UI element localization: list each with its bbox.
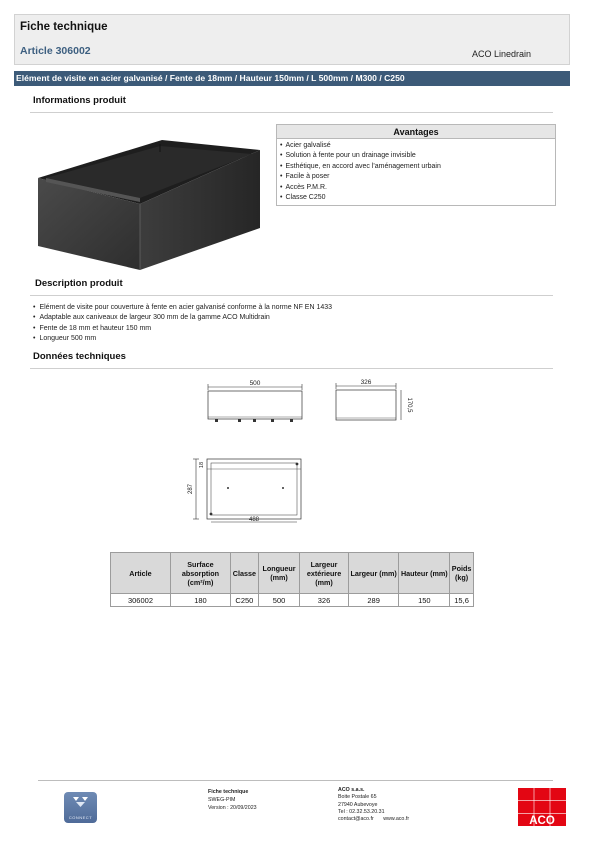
dim-end-height: 170,5 [406,397,412,413]
cell-poids: 15,6 [450,594,474,607]
cell-largeur: 289 [348,594,399,607]
col-header: Largeur extérieure (mm) [300,553,349,594]
list-item: • Facile à poser [280,172,555,182]
col-header: Longueur (mm) [258,553,299,594]
footer-company-phone: Tel : 02.32.53.20.31 [338,808,385,815]
list-item: • Elément de visite pour couverture à fente en acier galvanisé conforme à la norme NF EN 1433 [33,303,332,313]
footer-email-link[interactable]: contact@aco.fr [338,816,374,823]
list-item: • Classe C250 [280,193,555,203]
connect-logo-text: CONNECT [68,815,93,820]
footer-doc-title: Fiche technique [208,789,249,795]
table-row [111,594,474,607]
specs-table [110,552,474,607]
footer-doc-version: Version : 20/09/2023 [208,804,257,811]
side-view-drawing [200,378,310,430]
advantages-list [277,139,555,203]
section-divider [30,295,553,296]
footer-divider [38,780,553,781]
col-header: Largeur (mm) [348,553,399,594]
list-item: • Fente de 18 mm et hauteur 150 mm [33,324,332,334]
col-header: Article [111,553,171,594]
description-list [33,303,332,344]
end-view-drawing [330,378,410,430]
list-item: • Longueur 500 mm [33,334,332,344]
article-number: Article 306002 [20,45,91,57]
cell-longueur: 500 [258,594,299,607]
cell-largeur-ext: 326 [300,594,349,607]
footer-company-name: ACO s.a.s. [338,787,365,793]
cell-hauteur: 150 [399,594,450,607]
table-header-row [111,553,474,594]
footer-website-link[interactable]: www.aco.fr [383,816,410,823]
doc-title: Fiche technique [20,21,108,33]
footer-doc-info [208,789,257,812]
cell-article: 306002 [111,594,171,607]
section-divider [30,368,553,369]
advantages-box [276,124,556,206]
list-item: • Adaptable aux caniveaux de largeur 300 mm de la gamme ACO Multidrain [33,313,332,323]
dim-plan-length: 488 [248,517,260,523]
brand-name: ACO Linedrain [471,49,531,59]
section-title-info: Informations produit [33,95,126,106]
col-header: Hauteur (mm) [399,553,450,594]
col-header: Surface absorption (cm²/m) [170,553,230,594]
list-item: • Acier galvalisé [280,141,555,151]
product-subtitle-bar: Elément de visite en acier galvanisé / Fente de 18mm / Hauteur 150mm / L 500mm / M300 / C250 [14,71,570,86]
dim-end-width: 326 [360,379,372,386]
footer-doc-source: SWEG-PIM [208,796,236,803]
footer-company-contact [338,816,409,823]
product-photo [30,130,268,276]
dim-plan-width: 287 [188,483,194,495]
cell-classe: C250 [230,594,258,607]
dim-side-length: 500 [249,380,261,387]
list-item: • Esthétique, en accord avec l'aménagement urbain [280,162,555,172]
plan-view-drawing [184,452,310,527]
footer-company-address: Boite Postale 65 [338,794,377,801]
aco-logo [518,788,566,826]
list-item: • Accès P.M.R. [280,183,555,193]
header-box [14,14,570,65]
footer-company-city: 27940 Aubevoye [338,801,378,808]
connect-logo [64,792,97,823]
section-title-description: Description produit [35,278,123,289]
col-header: Classe [230,553,258,594]
section-title-technical: Données techniques [33,351,126,362]
chevron-down-icon [64,792,97,812]
col-header: Poids (kg) [450,553,474,594]
dim-plan-slot: 18 [199,461,205,469]
list-item: • Solution à fente pour un drainage invisible [280,151,555,161]
cell-surface: 180 [170,594,230,607]
footer-company-info [338,787,409,823]
advantages-title: Avantages [277,125,555,139]
section-divider [30,112,553,113]
aco-logo-text: ACO [529,815,555,826]
